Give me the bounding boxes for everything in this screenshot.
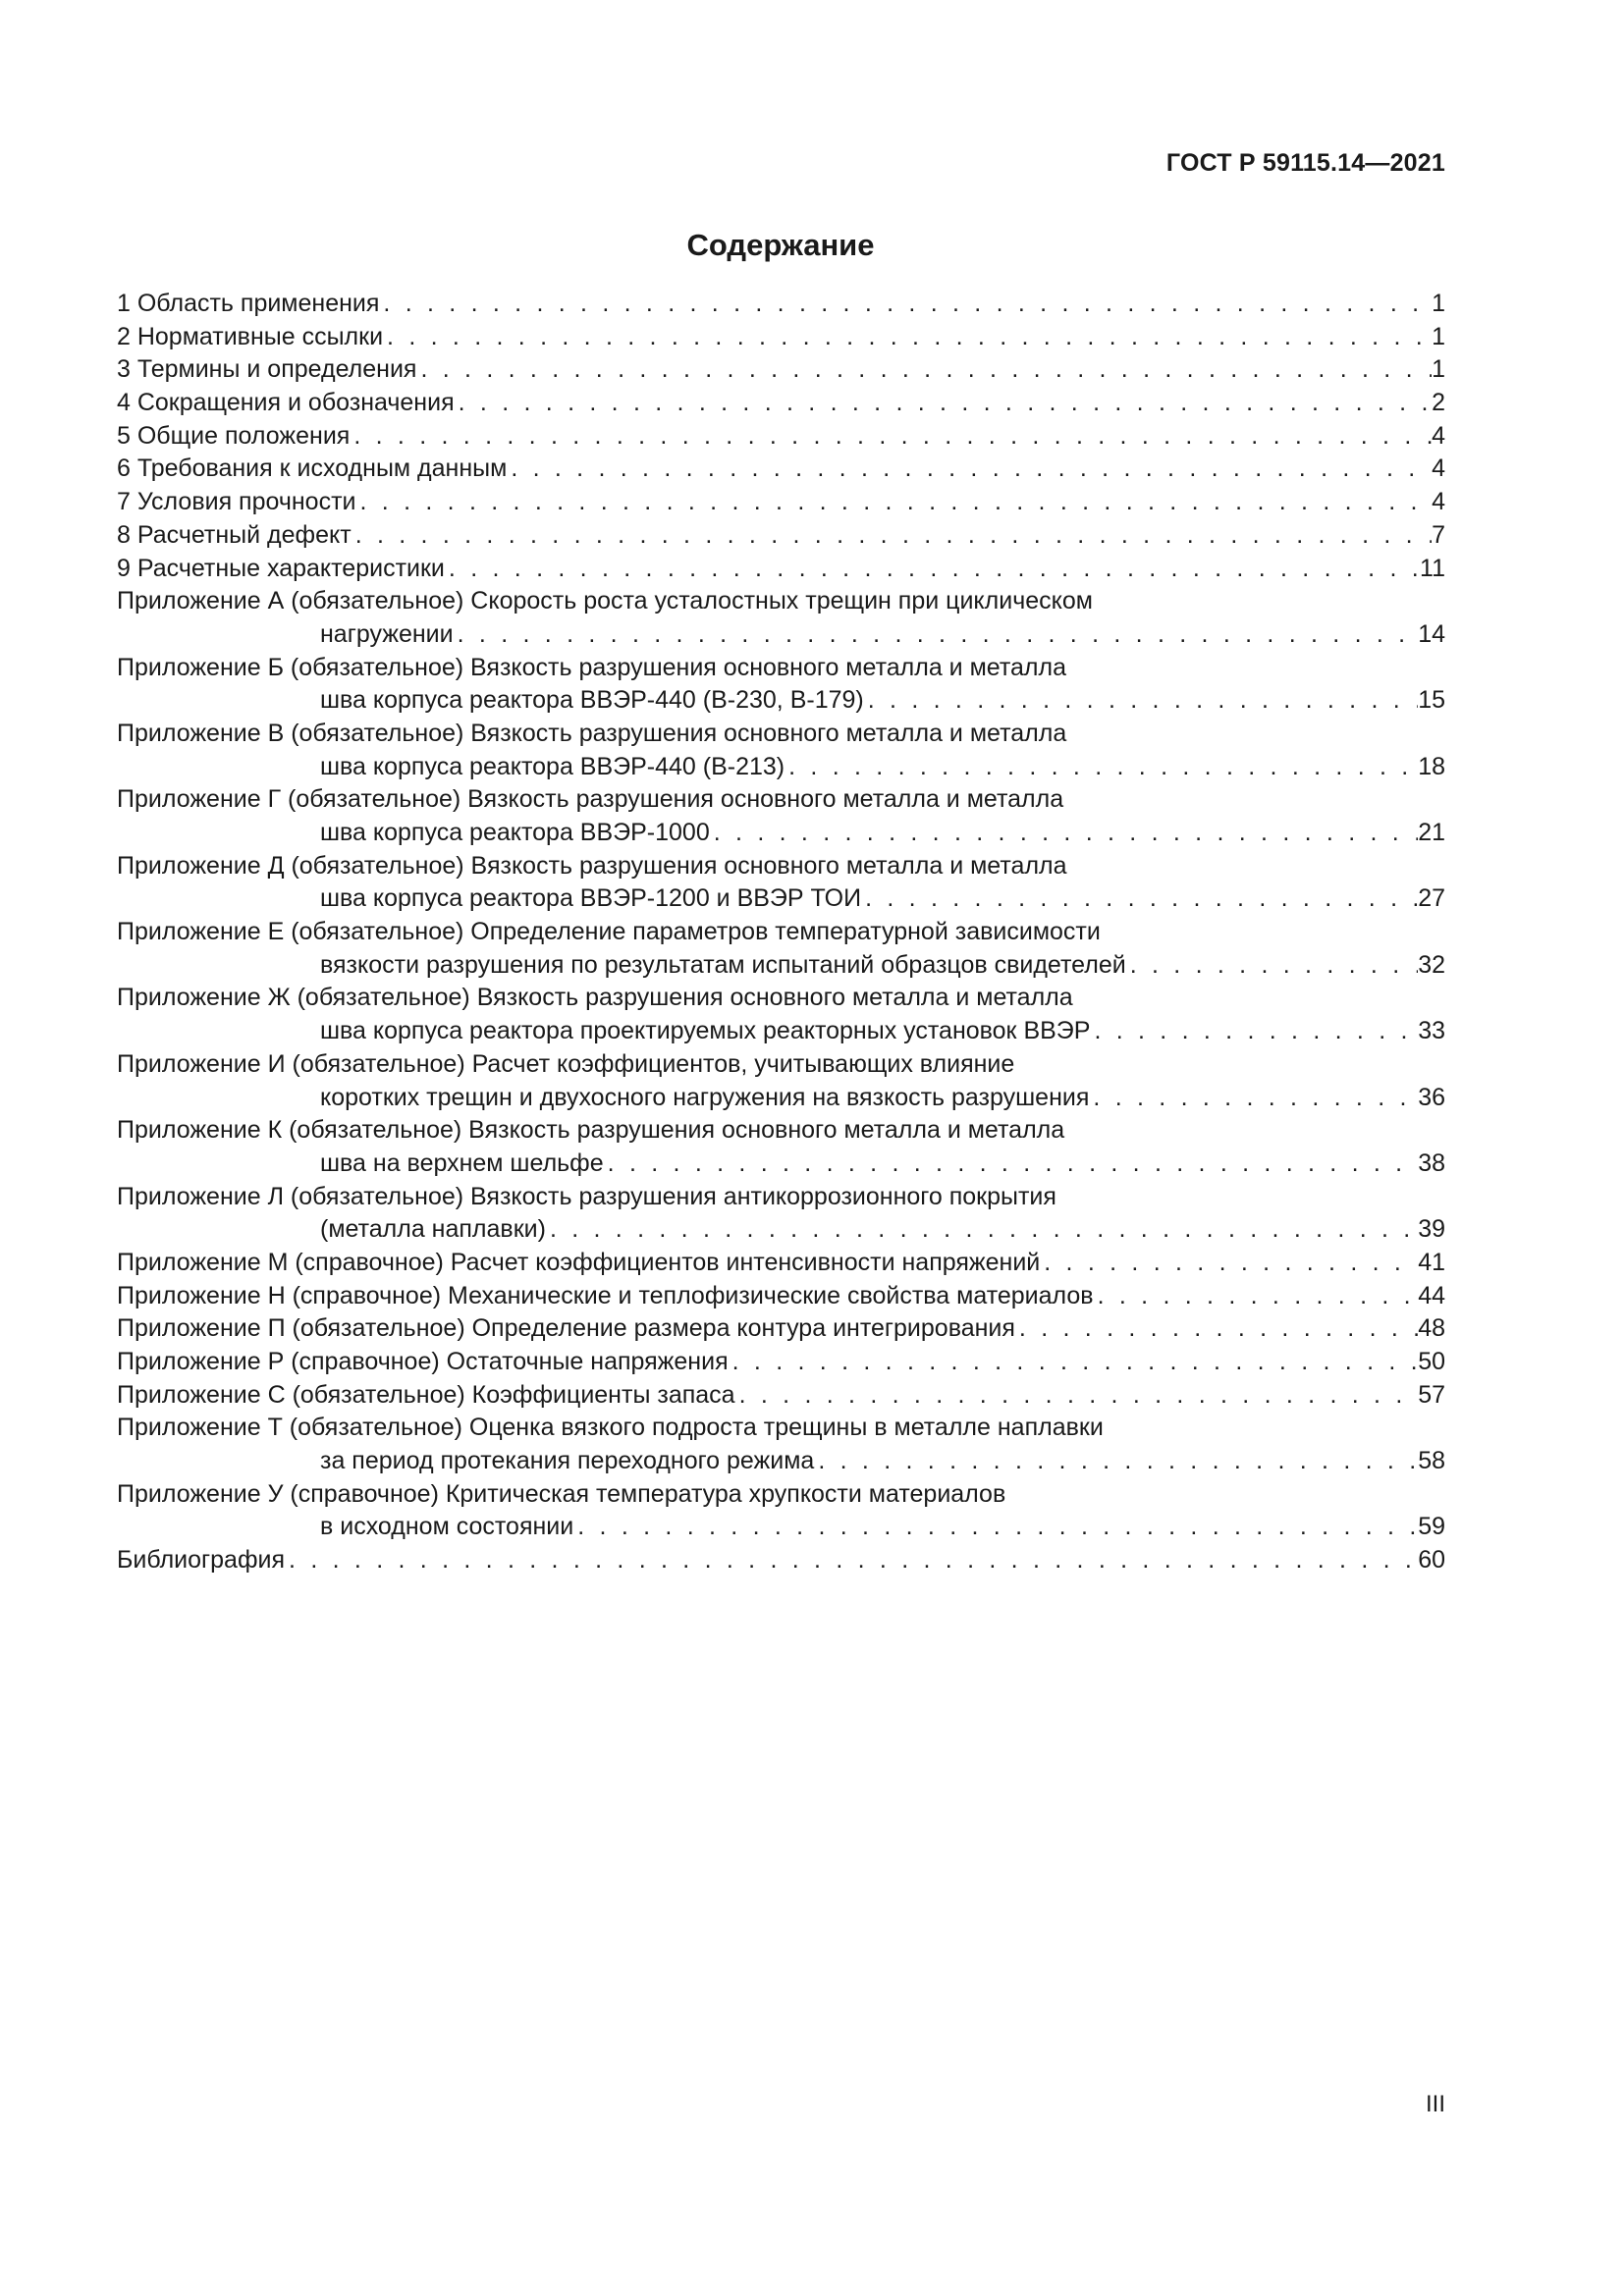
toc-page-number: 2 (1432, 389, 1445, 417)
toc-page-number: 27 (1418, 884, 1445, 913)
toc-entry[interactable] (117, 553, 1445, 586)
toc-entry-title: Приложение С (обязательное) Коэффициенты запаса (117, 1380, 735, 1409)
toc-page-number: 1 (1432, 290, 1445, 317)
toc-entry-heading[interactable] (117, 916, 1445, 949)
toc-entry-title: Библиография (117, 1546, 286, 1575)
toc-entry-continuation[interactable] (117, 1511, 1445, 1544)
toc-page-number: 21 (1418, 819, 1445, 846)
toc-entry[interactable] (117, 1312, 1445, 1346)
page-title: Содержание (686, 228, 875, 262)
toc-leader-dots (710, 817, 1418, 850)
toc-entry-title-cont: (металла наплавки) (320, 1215, 546, 1244)
toc-entry-title: Приложение Т (обязательное) Оценка вязкого подроста трещины в металле наплавки (117, 1414, 1104, 1442)
toc-entry-title: Приложение И (обязательное) Расчет коэффициентов, учитывающих влияние (117, 1049, 1015, 1078)
toc-entry-title-cont: коротких трещин и двухосного нагружения на вязкость разрушения (320, 1083, 1090, 1111)
toc-entry-heading[interactable] (117, 1412, 1445, 1445)
toc-entry-title: Приложение Н (справочное) Механические и теплофизические свойства материалов (117, 1281, 1094, 1309)
toc-leader-dots (356, 486, 1433, 519)
toc-entry-title: 4 Сокращения и обозначения (117, 389, 455, 417)
toc-page-number: 1 (1432, 355, 1445, 384)
toc-leader-dots (352, 519, 1432, 553)
toc-leader-dots (416, 353, 1432, 387)
toc-entry[interactable] (117, 353, 1445, 387)
toc-page-number: 11 (1420, 554, 1445, 582)
toc-entry-title: Приложение К (обязательное) Вязкость разрушения основного металла и металла (117, 1116, 1065, 1145)
toc-page-number: 60 (1418, 1546, 1445, 1575)
toc-entry-continuation[interactable] (117, 684, 1445, 718)
toc-page-number: 39 (1418, 1215, 1445, 1244)
toc-entry-continuation[interactable] (117, 817, 1445, 850)
toc-entry-title-cont: шва корпуса реактора ВВЭР-440 (В-230, В-179) (320, 686, 864, 715)
toc-entry-title: Приложение Л (обязательное) Вязкость разрушения антикоррозионного покрытия (117, 1182, 1056, 1210)
toc-page-number: 36 (1418, 1083, 1445, 1111)
page-number: III (1425, 2091, 1445, 2117)
toc-entry[interactable] (117, 519, 1445, 553)
toc-leader-dots (379, 288, 1432, 321)
toc-entry-title: Приложение Р (справочное) Остаточные напряжения (117, 1348, 729, 1375)
toc-entry-title: Приложение Д (обязательное) Вязкость разрушения основного металла и металла (117, 851, 1067, 880)
toc-page-number: 50 (1418, 1348, 1445, 1375)
toc-leader-dots (546, 1213, 1418, 1247)
toc-entry-title-cont: вязкости разрушения по результатам испытаний образцов свидетелей (320, 950, 1126, 979)
toc-leader-dots (861, 882, 1418, 916)
toc-entry-continuation[interactable] (117, 1015, 1445, 1048)
toc-entry-heading[interactable] (117, 1478, 1445, 1512)
toc-entry[interactable] (117, 1379, 1445, 1413)
toc-entry-heading[interactable] (117, 982, 1445, 1015)
toc-entry-continuation[interactable] (117, 1213, 1445, 1247)
toc-entry-continuation[interactable] (117, 751, 1445, 784)
toc-page-number: 1 (1432, 322, 1445, 350)
toc-leader-dots (445, 553, 1420, 586)
toc-entry-title: Приложение Ж (обязательное) Вязкость разрушения основного металла и металла (117, 984, 1073, 1012)
toc-leader-dots (383, 321, 1432, 354)
toc-entry[interactable] (117, 420, 1445, 454)
toc-entry-title: 7 Условия прочности (117, 488, 356, 516)
toc-leader-dots (1126, 949, 1418, 983)
toc-leader-dots (350, 420, 1432, 454)
toc-page-number: 4 (1432, 454, 1445, 483)
toc-page-number: 4 (1432, 421, 1445, 450)
toc-entry-continuation[interactable] (117, 1148, 1445, 1181)
toc-entry-continuation[interactable] (117, 882, 1445, 916)
toc-entry-title: Приложение Б (обязательное) Вязкость разрушения основного металла и металла (117, 653, 1066, 681)
toc-entry-title: Приложение М (справочное) Расчет коэффициентов интенсивности напряжений (117, 1248, 1041, 1276)
toc-leader-dots (573, 1511, 1418, 1544)
toc-page-number: 15 (1418, 686, 1445, 715)
toc-entry-continuation[interactable] (117, 1445, 1445, 1478)
toc-entry-heading[interactable] (117, 783, 1445, 817)
toc-leader-dots (1090, 1015, 1418, 1048)
toc-entry[interactable] (117, 486, 1445, 519)
toc-leader-dots (735, 1379, 1419, 1413)
toc-entry-title: 2 Нормативные ссылки (117, 322, 384, 350)
toc-page-number: 58 (1418, 1447, 1445, 1475)
toc-entry-heading[interactable] (117, 718, 1445, 751)
toc-entry-title: Приложение П (обязательное) Определение размера контура интегрирования (117, 1314, 1015, 1343)
toc-entry[interactable] (117, 321, 1445, 354)
toc-entry-title: Приложение В (обязательное) Вязкость разрушения основного металла и металла (117, 719, 1067, 747)
toc-entry-continuation[interactable] (117, 618, 1445, 652)
toc-leader-dots (604, 1148, 1419, 1181)
toc-entry[interactable] (117, 288, 1445, 321)
toc-entry-heading[interactable] (117, 1181, 1445, 1214)
toc-entry[interactable] (117, 453, 1445, 486)
toc-page-number: 7 (1432, 520, 1445, 549)
toc-entry-title-cont: нагружении (320, 619, 454, 648)
toc-page-number: 14 (1418, 619, 1445, 648)
toc-entry-heading[interactable] (117, 1048, 1445, 1082)
toc-entry[interactable] (117, 1280, 1445, 1313)
toc-leader-dots (1015, 1312, 1418, 1346)
toc-leader-dots (285, 1544, 1418, 1577)
toc-page-number: 59 (1418, 1513, 1445, 1541)
toc-entry[interactable] (117, 387, 1445, 420)
toc-leader-dots (454, 618, 1419, 652)
toc-entry-title-cont: шва корпуса реактора ВВЭР-1000 (320, 819, 710, 846)
toc-entry-title: Приложение А (обязательное) Скорость роста усталостных трещин при циклическом (117, 587, 1093, 615)
toc-leader-dots (1040, 1247, 1418, 1280)
toc-page-number: 33 (1418, 1017, 1445, 1045)
toc-entry[interactable] (117, 1544, 1445, 1577)
toc-page-number: 57 (1418, 1380, 1445, 1409)
toc-entry-title: 9 Расчетные характеристики (117, 554, 445, 582)
toc-leader-dots (1089, 1082, 1418, 1115)
toc-entry-title-cont: в исходном состоянии (320, 1513, 574, 1541)
toc-entry[interactable] (117, 1346, 1445, 1379)
toc-entry-heading[interactable] (117, 850, 1445, 883)
toc-entry-continuation[interactable] (117, 1082, 1445, 1115)
toc-entry-title: 1 Область применения (117, 290, 380, 317)
toc-entry-title-cont: шва на верхнем шельфе (320, 1148, 604, 1177)
toc-entry-title: 5 Общие положения (117, 421, 351, 450)
toc-page-number: 4 (1432, 488, 1445, 516)
toc-leader-dots (864, 684, 1418, 718)
toc-page-number: 18 (1418, 752, 1445, 780)
toc-leader-dots (729, 1346, 1419, 1379)
toc-entry-title-cont: шва корпуса реактора ВВЭР-1200 и ВВЭР ТОИ (320, 884, 862, 913)
document-code: ГОСТ Р 59115.14—2021 (1165, 149, 1445, 177)
table-of-contents (117, 288, 1445, 1577)
toc-entry-title-cont: шва корпуса реактора проектируемых реакторных установок ВВЭР (320, 1017, 1091, 1045)
toc-page-number: 32 (1418, 950, 1445, 979)
toc-entry-title: Приложение У (справочное) Критическая температура хрупкости материалов (117, 1479, 1006, 1508)
toc-entry-title: 8 Расчетный дефект (117, 520, 352, 549)
toc-leader-dots (1094, 1280, 1419, 1313)
toc-entry-heading[interactable] (117, 585, 1445, 618)
toc-leader-dots (455, 387, 1432, 420)
toc-entry[interactable] (117, 1247, 1445, 1280)
toc-entry-title: 6 Требования к исходным данным (117, 454, 508, 483)
toc-page-number: 44 (1418, 1281, 1445, 1309)
toc-entry-title-cont: за период протекания переходного режима (320, 1447, 815, 1475)
toc-page-number: 41 (1418, 1248, 1445, 1276)
toc-entry-title-cont: шва корпуса реактора ВВЭР-440 (В-213) (320, 752, 785, 780)
toc-page-number: 48 (1418, 1314, 1445, 1343)
toc-leader-dots (814, 1445, 1418, 1478)
toc-page-number: 38 (1418, 1148, 1445, 1177)
toc-entry-heading[interactable] (117, 652, 1445, 685)
toc-entry-title: Приложение Е (обязательное) Определение параметров температурной зависимости (117, 918, 1101, 946)
toc-entry-title: Приложение Г (обязательное) Вязкость разрушения основного металла и металла (117, 785, 1064, 814)
toc-leader-dots (785, 751, 1418, 784)
toc-entry-continuation[interactable] (117, 949, 1445, 983)
toc-leader-dots (507, 453, 1432, 486)
toc-entry-heading[interactable] (117, 1114, 1445, 1148)
toc-entry-title: 3 Термины и определения (117, 355, 417, 384)
